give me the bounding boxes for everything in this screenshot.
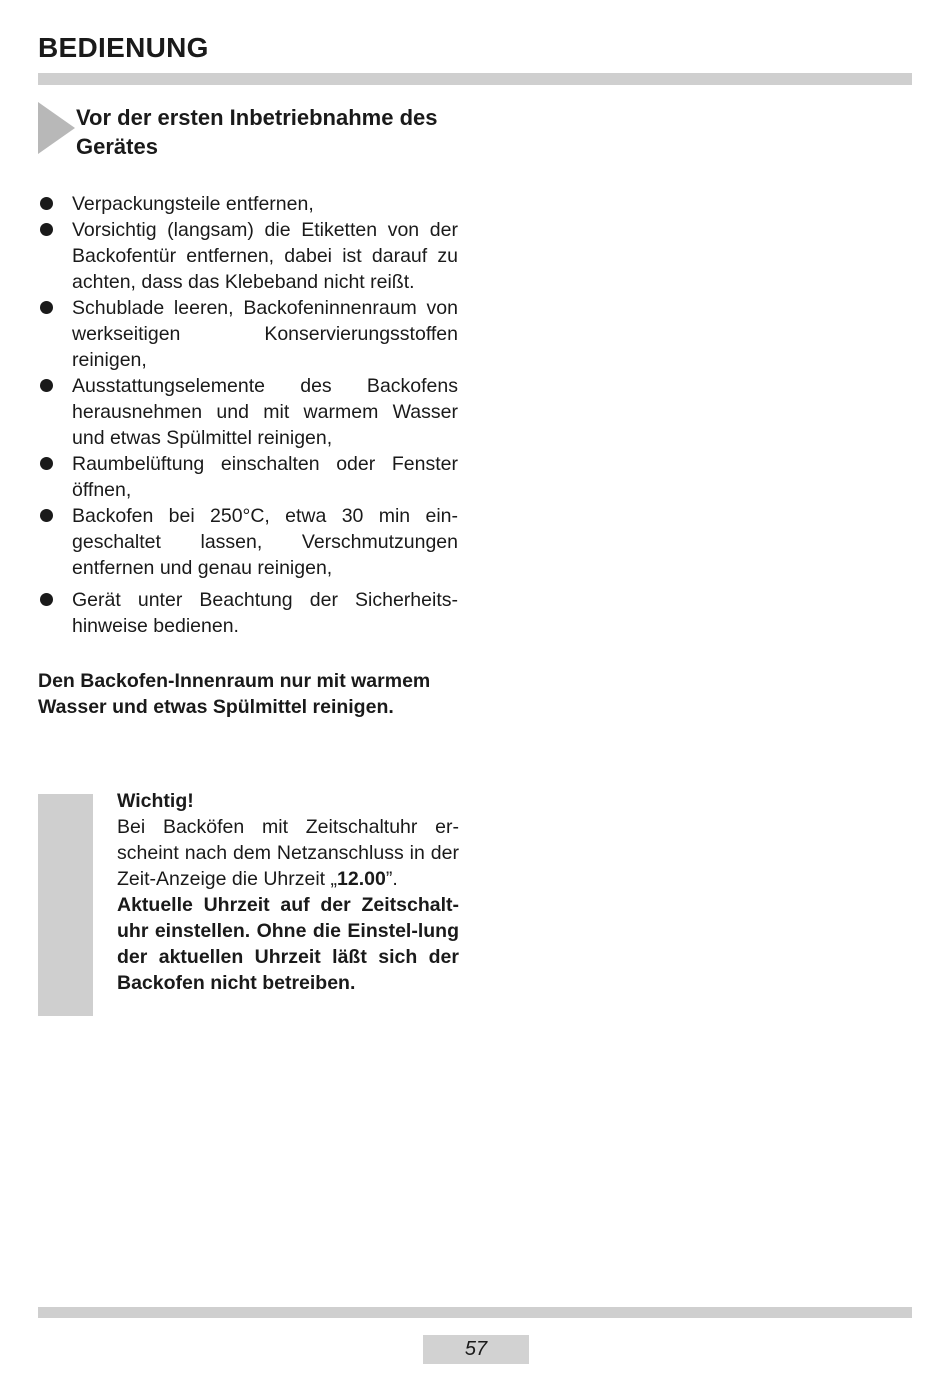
note-warning: Aktuelle Uhrzeit auf der Zeitschalt-uhr einstellen. Ohne die Einstel-lung der aktuellen Uhrzeit läßt sich der Backofen nicht betreiben. xyxy=(117,894,459,994)
bullet-icon xyxy=(40,197,53,210)
list-item xyxy=(38,191,458,217)
list-item xyxy=(38,373,458,451)
note-body xyxy=(117,814,459,892)
bullet-icon xyxy=(40,379,53,392)
list-item-text: Ausstattungselemente des Backofens herausnehmen und mit warmem Wasser und etwas Spülmittel reinigen, xyxy=(72,375,458,449)
note-side-bar xyxy=(38,794,93,1016)
cleaning-note: Den Backofen-Innenraum nur mit warmem Wasser und etwas Spülmittel reinigen. xyxy=(38,670,431,718)
list-item-text: Backofen bei 250°C, etwa 30 min ein-geschaltet lassen, Verschmutzungen entfernen und genau reinigen, xyxy=(72,505,458,579)
bullet-icon xyxy=(40,223,53,236)
page-number: 57 xyxy=(423,1335,529,1364)
note-body-prefix: Bei Backöfen mit Zeitschaltuhr er-scheint nach dem Netzanschluss in der Zeit-Anzeige die Uhrzeit „ xyxy=(117,816,459,890)
bullet-icon xyxy=(40,593,53,606)
list-item-text: Gerät unter Beachtung der Sicherheits-hinweise bedienen. xyxy=(72,589,458,637)
page-title: BEDIENUNG xyxy=(38,32,209,63)
list-item xyxy=(38,295,458,373)
section-heading: Vor der ersten Inbetriebnahme des Gerätes xyxy=(76,105,438,159)
list-item-text: Schublade leeren, Backofeninnenraum von werkseitigen Konservierungsstoffen reinigen, xyxy=(72,297,458,371)
bullet-icon xyxy=(40,301,53,314)
note-title: Wichtig! xyxy=(117,790,194,812)
section-arrow-icon xyxy=(38,102,75,154)
important-note xyxy=(117,788,459,996)
preparation-steps-list xyxy=(38,191,458,639)
list-item xyxy=(38,503,458,581)
list-item-text: Raumbelüftung einschalten oder Fenster öffnen, xyxy=(72,453,458,501)
header-divider xyxy=(38,73,912,85)
list-item xyxy=(38,451,458,503)
bullet-icon xyxy=(40,457,53,470)
list-item-text: Vorsichtig (langsam) die Etiketten von der Backofentür entfernen, dabei ist darauf zu achten, dass das Klebeband nicht reißt. xyxy=(72,219,458,293)
note-body-suffix: ”. xyxy=(385,868,398,890)
note-time-value: 12.00 xyxy=(337,868,386,890)
footer-divider xyxy=(38,1307,912,1318)
list-item xyxy=(38,217,458,295)
bullet-icon xyxy=(40,509,53,522)
list-item xyxy=(38,587,458,639)
list-item-text: Verpackungsteile entfernen, xyxy=(72,193,314,215)
